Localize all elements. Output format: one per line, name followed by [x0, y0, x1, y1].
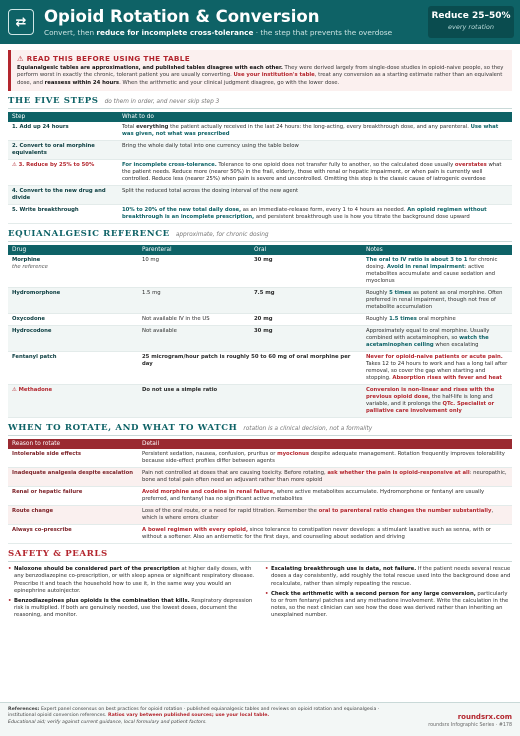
- drug-notes: [362, 385, 512, 418]
- detail-text: Persistent sedation, nausea, confusion, pruritus or: [142, 451, 278, 458]
- rotate-detail: [138, 506, 512, 525]
- step-label: 5. Write breakthrough: [8, 205, 118, 224]
- step-text: Tolerance to one opioid does not transfer fully to another, so the calculated dose usually: [216, 162, 455, 169]
- detail-emphasis: ask whether the pain is opioid-responsive at all: [327, 470, 470, 477]
- drug-notes: [362, 255, 512, 288]
- safety-column-right: [265, 566, 512, 622]
- step-text: and persistent breakthrough use is how you titrate the background dose upward: [254, 214, 470, 221]
- step-text: Split the reduced total across the dosing interval of the new agent: [122, 188, 299, 195]
- pearl-text: If the patient needs several rescue doses a day consistently, add roughly the total rescue used into the background dose and recalculate, rather than simply repeating the rescue.: [271, 566, 511, 587]
- step-label: ⚠ 3. Reduce by 25% to 50%: [8, 160, 118, 186]
- pearl-emphasis: Naloxone should be considered part of the prescription: [14, 566, 180, 573]
- column-header: Detail: [138, 439, 512, 449]
- pearl-emphasis: Escalating breakthrough use is data, not failure.: [271, 566, 417, 573]
- swap-arrows-icon: ⇄: [8, 9, 34, 35]
- step-detail: [118, 186, 512, 205]
- equianalgesic-table: [8, 245, 512, 418]
- step-text: Total: [122, 124, 137, 131]
- detail-text: despite adequate management. Rotation frequently improves tolerability because side-effect profiles differ between agents: [142, 451, 505, 465]
- oral-dose: 7.5 mg: [250, 288, 362, 314]
- step-emphasis: For incomplete cross-tolerance.: [122, 162, 217, 169]
- note-text: when escalating: [433, 342, 479, 349]
- step-detail: [118, 160, 512, 186]
- detail-text: Loss of the oral route, or a need for rapid titration. Remember the: [142, 508, 319, 515]
- parenteral-dose: 1.5 mg: [138, 288, 250, 314]
- series-label: roundsrx Infographic Series · #178: [428, 723, 512, 728]
- detail-text: Pain not controlled at doses that are causing toxicity. Before rotating,: [142, 470, 328, 477]
- rotate-detail: [138, 468, 512, 487]
- warning-body: [17, 65, 506, 87]
- note-text: : active metabolites accumulate and cause sedation and myoclonus: [366, 264, 496, 285]
- step-text: Bring the whole daily total into one currency using the table below: [122, 143, 299, 150]
- column-header: Step: [8, 112, 118, 122]
- detail-text: , which is where errors cluster: [142, 508, 494, 522]
- drug-sub: the reference: [12, 264, 48, 271]
- note-emphasis: Never for opioid-naive patients or acute pain.: [366, 354, 503, 361]
- note-text: Approximately equal to oral morphine. Usually combined with acetaminophen, so: [366, 328, 490, 342]
- drug-label: Hydromorphone: [12, 290, 61, 297]
- section-note: approximate, for chronic dosing: [175, 232, 269, 239]
- subtitle-post: · the step that prevents the overdose: [253, 28, 393, 37]
- safety-column-left: [8, 566, 255, 622]
- drug-label: Oxycodone: [12, 316, 45, 323]
- table-row: [8, 186, 512, 205]
- note-emphasis: 5 times: [389, 290, 412, 297]
- drug-name: [8, 326, 138, 352]
- note-text: Takes 12 to 24 hours to work and has a long tail after removal, so cover the gap when starting and stopping.: [366, 361, 508, 382]
- rotate-heading: [8, 423, 512, 436]
- five-steps-heading: [8, 96, 512, 109]
- table-row: [8, 352, 512, 385]
- drug-name: [8, 255, 138, 288]
- reduce-badge: [428, 6, 514, 38]
- step-emphasis: Use what was given, not what was prescribed: [122, 124, 499, 138]
- table-row: [8, 141, 512, 160]
- column-header: Reason to rotate: [8, 439, 138, 449]
- step-label: 2. Convert to oral morphine equivalents: [8, 141, 118, 160]
- table-row: [8, 288, 512, 314]
- parenteral-dose: 10 mg: [138, 255, 250, 288]
- rotate-reason: Intolerable side effects: [8, 449, 138, 468]
- note-emphasis: Absorption rises with fever and heat: [392, 375, 502, 382]
- drug-label: Hydrocodone: [12, 328, 52, 335]
- warning-red: Use your institution's table: [233, 72, 315, 79]
- rotate-detail: [138, 487, 512, 506]
- rotate-reason: Inadequate analgesia despite escalation: [8, 468, 138, 487]
- table-row: [8, 326, 512, 352]
- subtitle-pre: Convert, then: [44, 28, 97, 37]
- warning-title: ⚠ READ THIS BEFORE USING THE TABLE: [17, 54, 190, 63]
- oral-dose: 20 mg: [250, 314, 362, 326]
- detail-emphasis: A bowel regimen with every opioid,: [142, 527, 248, 534]
- step-emphasis: everything: [136, 124, 169, 131]
- pearl-emphasis: Benzodiazepines plus opioids is the combination that kills.: [14, 598, 190, 605]
- table-row: [8, 468, 512, 487]
- note-emphasis: The oral to IV ratio is about 3 to 1: [366, 257, 468, 264]
- warning-text-2: , treat any conversion as a starting estimate rather than an equivalent dose, and: [17, 72, 503, 86]
- rotate-reason: Route change: [8, 506, 138, 525]
- column-header: Notes: [362, 245, 512, 255]
- drug-notes: [362, 288, 512, 314]
- detail-text: where active metabolites accumulate. Hydromorphone or fentanyl are usually preferred, and fentanyl has no significant active metabolites: [142, 489, 485, 503]
- drug-name: [8, 314, 138, 326]
- header: [0, 0, 520, 44]
- table-row: [8, 205, 512, 224]
- table-row: [8, 525, 512, 544]
- step-text: the patient actually received in the last 24 hours: the long-acting, every breakthrough dose, and any parenteral.: [168, 124, 471, 131]
- rotate-table: [8, 439, 512, 544]
- column-header: Oral: [250, 245, 362, 255]
- note-text: oral morphine: [416, 316, 456, 323]
- table-row: [8, 487, 512, 506]
- step-detail: [118, 141, 512, 160]
- badge-sub: every rotation: [447, 23, 495, 31]
- brand-link[interactable]: roundsrx.com: [457, 713, 512, 721]
- parenteral-dose: 25 microgram/hour patch is roughly 50 to 60 mg of oral morphine per day: [138, 352, 362, 385]
- section-title: EQUIANALGESIC REFERENCE: [8, 229, 170, 240]
- oral-dose: 30 mg: [250, 255, 362, 288]
- warning-bold-2: reassess within 24 hours: [44, 79, 120, 86]
- drug-name: [8, 385, 138, 418]
- note-emphasis: 1.5 times: [389, 316, 417, 323]
- step-text: as an immediate-release form, every 1 to 4 hours as needed.: [241, 207, 408, 214]
- drug-notes: [362, 352, 512, 385]
- rotate-detail: [138, 449, 512, 468]
- warning-bold: Equianalgesic tables are approximations, and published tables disagree with each other.: [17, 65, 283, 71]
- note-emphasis: QTc. Specialist or palliative care involvement only: [366, 401, 495, 415]
- safety-pearl: [8, 566, 255, 595]
- section-note: rotation is a clinical decision, not a formality: [243, 426, 373, 433]
- equianalgesic-heading: [8, 229, 512, 242]
- step-emphasis: 10% to 20% of the new total daily dose,: [122, 207, 242, 214]
- table-row: [8, 449, 512, 468]
- warning-text: They were derived largely from single-dose studies in opioid-naive people, so they perform worst in exactly the chronic, tolerant patient you are usually converting.: [17, 65, 504, 79]
- column-header: Parenteral: [138, 245, 250, 255]
- references-warning: Ratios vary between published sources; use your local table.: [107, 713, 270, 719]
- step-detail: [118, 205, 512, 224]
- section-title: THE FIVE STEPS: [8, 96, 99, 107]
- references: [8, 707, 408, 726]
- safety-pearl: [265, 566, 512, 588]
- note-text: the half-life is long and variable, and it prolongs the: [366, 394, 493, 408]
- column-header: Drug: [8, 245, 138, 255]
- five-steps-table: [8, 112, 512, 224]
- note-text: Roughly: [366, 290, 390, 297]
- rotate-detail: [138, 525, 512, 544]
- oral-dose: 30 mg: [250, 326, 362, 352]
- page-title: Opioid Rotation & Conversion: [44, 7, 320, 26]
- safety-pearl: [265, 591, 512, 620]
- table-row: [8, 314, 512, 326]
- detail-text: since tolerance to constipation never develops: a stimulant laxative such as senna, with or without a softener. Also an antiemetic for the first days, and counseling about sedation and driving: [142, 527, 491, 541]
- brand: [428, 713, 512, 728]
- rotate-reason: Renal or hepatic failure: [8, 487, 138, 506]
- table-row: [8, 385, 512, 418]
- note-text: Roughly: [366, 316, 390, 323]
- rotate-reason: Always co-prescribe: [8, 525, 138, 544]
- section-title: SAFETY & PEARLS: [8, 549, 108, 560]
- note-text: for chronic dosing.: [366, 257, 498, 271]
- warning-box: [8, 50, 512, 91]
- warning-end: . When the arithmetic and your clinical judgment disagree, go with the lower dose.: [119, 79, 340, 86]
- detail-text: : neuropathic, bone and total pain often need an adjuvant rather than more opioid: [142, 470, 507, 484]
- step-text: what the patient needs. Reduce more (nearer 50%) in the frail, elderly, those with renal or hepatic impairment, or when pain is currently well controlled. Reduce less (nearer 25%) when pain is severe and uncontrolled. Omitting this step is the classic cause of iatrogenic overdose: [122, 162, 502, 183]
- subtitle-bold: reduce for incomplete cross-tolerance: [96, 28, 254, 37]
- note-text: as potent as oral morphine. Often preferred in renal impairment, though not free of metabolite accumulation: [366, 290, 503, 311]
- column-header: What to do: [118, 112, 512, 122]
- safety-heading: [8, 549, 512, 562]
- safety-pearl: [8, 598, 255, 620]
- step-emphasis: An opioid regimen without breakthrough is an incomplete prescription,: [122, 207, 487, 221]
- section-note: do them in order, and never skip step 3: [104, 99, 220, 106]
- pearl-text: particularly to or from fentanyl patches and any methadone involvement. Write the calculation in the notes, so the next clinician can see how the dose was derived rather than inheriting an unexplained number.: [271, 590, 509, 619]
- step-label: 1. Add up 24 hours: [8, 122, 118, 141]
- step-label: 4. Convert to the new drug and divide: [8, 186, 118, 205]
- step-emphasis: overstates: [454, 162, 487, 169]
- table-row: [8, 160, 512, 186]
- step-detail: [118, 122, 512, 141]
- header-text: [44, 7, 392, 37]
- parenteral-dose: Not available: [138, 326, 250, 352]
- table-row: [8, 506, 512, 525]
- drug-label: Fentanyl patch: [12, 354, 57, 361]
- pearl-text: at higher daily doses, with any benzodiazepine co-prescription, or with sleep apnea or significant respiratory disease. Prescribe it and teach the household how to use it, in the same way you would an epinephrine autoinjector.: [14, 566, 255, 594]
- parenteral-dose: Not available IV in the US: [138, 314, 250, 326]
- drug-label: ⚠ Methadone: [12, 387, 53, 394]
- drug-label: Morphine: [12, 257, 41, 264]
- badge-main: Reduce 25–50%: [431, 11, 511, 21]
- references-label: References:: [8, 707, 40, 712]
- safety-pearls: [8, 566, 512, 622]
- note-emphasis: Conversion is non-linear and rises with the previous opioid dose,: [366, 387, 495, 401]
- note-emphasis: watch the acetaminophen ceiling: [366, 335, 489, 349]
- table-row: [8, 122, 512, 141]
- drug-notes: [362, 314, 512, 326]
- detail-emphasis: Avoid morphine and codeine in renal failure,: [142, 489, 276, 496]
- detail-emphasis: myoclonus: [277, 451, 309, 458]
- drug-name: [8, 288, 138, 314]
- section-title: WHEN TO ROTATE, AND WHAT TO WATCH: [8, 423, 238, 434]
- references-text: Expert panel consensus on best practices for opioid rotation · published equianalgesic tables and reviews on opioid rotation and equianalgesia · institutional opioid conversion references.: [8, 707, 380, 719]
- note-emphasis: Avoid in renal impairment: [386, 264, 465, 271]
- parenteral-dose: Do not use a simple ratio: [138, 385, 362, 418]
- pearl-emphasis: Check the arithmetic with a second person for any large conversion,: [271, 590, 476, 597]
- table-row: [8, 255, 512, 288]
- detail-emphasis: oral to parenteral ratio changes the number substantially: [318, 508, 492, 515]
- disclaimer: Educational aid; verify against current guidance, local formulary and patient factors.: [8, 719, 207, 725]
- footer: [0, 702, 520, 736]
- drug-notes: [362, 326, 512, 352]
- drug-name: [8, 352, 138, 385]
- pearl-text: Respiratory depression risk is multiplied. If both are genuinely needed, use the lowest doses, document the reasoning, and monitor.: [14, 598, 253, 619]
- page-subtitle: [44, 28, 392, 37]
